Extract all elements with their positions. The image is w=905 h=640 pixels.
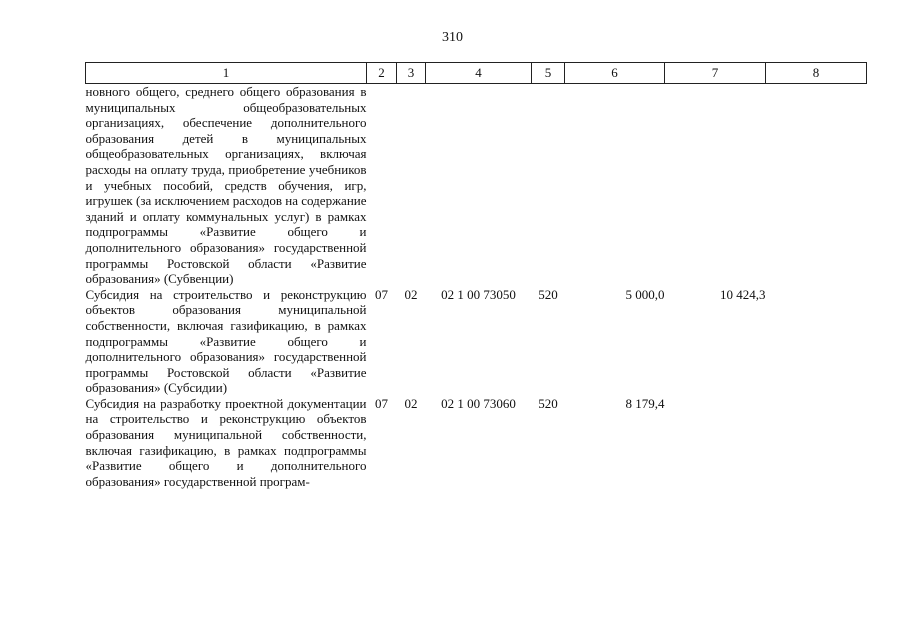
table-row <box>86 84 867 287</box>
section-code: 07 <box>375 395 388 411</box>
amount-column-6 <box>565 84 665 287</box>
amount-column-8 <box>766 287 867 396</box>
table-row <box>86 396 867 490</box>
subsection-code: 02 <box>404 395 418 411</box>
amount-column-6: 8 179,4 <box>625 395 665 411</box>
target-article-code: 02 1 00 73050 <box>441 286 516 302</box>
budget-table <box>85 62 867 489</box>
amount-column-8 <box>766 84 867 287</box>
subsection-code: 02 <box>404 286 418 302</box>
column-header-8: 8 <box>766 63 867 84</box>
amount-column-8 <box>766 396 867 490</box>
column-header-6: 6 <box>565 63 665 84</box>
target-article-code: 02 1 00 73060 <box>441 395 516 411</box>
column-header-3: 3 <box>397 63 426 84</box>
amount-column-6: 5 000,0 <box>625 286 665 302</box>
section-code <box>367 84 397 287</box>
row-description: Субсидия на строительство и реконструкцию объектов образования муниципальной собственности, включая газификацию, в рамках подпрограммы «Развитие общего и дополнительного образования» государственной программы Ростовской области «Развитие образования» (Субсидии) <box>85 286 367 396</box>
row-description: Субсидия на разработку проектной документации на строительство и реконструкцию объектов образования муниципальной собственности, включая газификацию, в рамках подпрограммы «Развитие общего и дополнительного образования» государственной програм- <box>85 395 367 489</box>
column-header-4: 4 <box>426 63 532 84</box>
table-row <box>86 287 867 396</box>
expense-type-code: 520 <box>538 286 558 302</box>
amount-column-7: 10 424,3 <box>720 286 766 302</box>
column-header-2: 2 <box>367 63 397 84</box>
expense-type-code: 520 <box>538 395 558 411</box>
amount-column-7 <box>665 84 766 287</box>
section-code: 07 <box>375 286 388 302</box>
column-header-5: 5 <box>532 63 565 84</box>
column-header-7: 7 <box>665 63 766 84</box>
page-number: 310 <box>442 30 463 45</box>
row-description: новного общего, среднего общего образования в муниципальных общеобразовательных организациях, обеспечение дополнительного образования детей в муниципальных общеобразовательных организациях, включая расходы на оплату труда, приобретение учебников и учебных пособий, средств обучения, игр, игрушек (за исключением расходов на содержание зданий и оплату коммунальных услуг) в рамках подпрограммы «Развитие общего и дополнительного образования» государственной программы Ростовской области «Развитие образования» (Субвенции) <box>85 84 367 287</box>
amount-column-7 <box>665 396 766 490</box>
target-article-code <box>426 84 532 287</box>
expense-type-code <box>532 84 565 287</box>
subsection-code <box>397 84 426 287</box>
table-header-row <box>86 63 867 84</box>
column-header-1: 1 <box>86 63 367 84</box>
